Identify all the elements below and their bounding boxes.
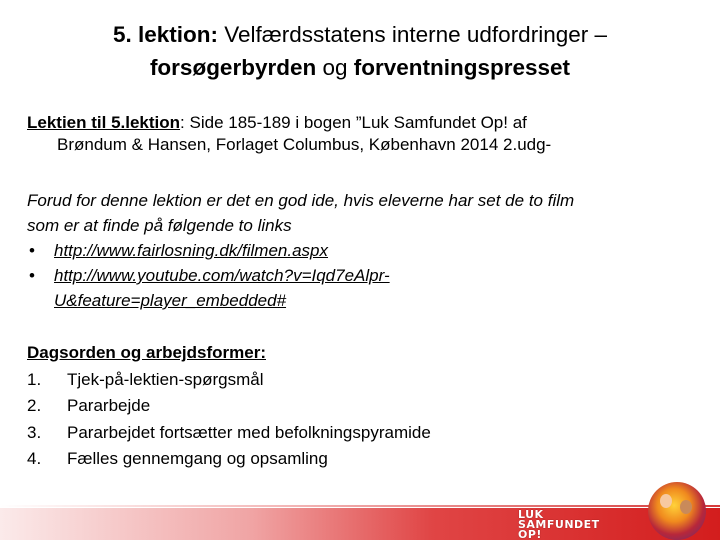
slide-title <box>30 18 690 84</box>
agenda-item <box>27 420 687 447</box>
homework-paragraph <box>27 112 687 156</box>
bullet-icon: • <box>29 266 35 285</box>
link-item-2 <box>27 263 687 313</box>
film-link-1[interactable]: http://www.fairlosning.dk/filmen.aspx <box>54 241 329 260</box>
logo-word-3: OP! <box>518 528 542 541</box>
agenda-item-text: Pararbejde <box>67 396 151 415</box>
bullet-icon: • <box>29 241 35 260</box>
agenda-item-number: 4. <box>27 449 42 468</box>
agenda-heading: Dagsorden og arbejdsformer: <box>27 343 266 362</box>
agenda-item-number: 1. <box>27 369 42 389</box>
film-link-2-line-1[interactable]: http://www.youtube.com/watch?v=Iqd7eAlpr- <box>54 266 390 285</box>
title-line-1 <box>30 18 690 51</box>
logo-face-icon <box>660 494 672 508</box>
book-logo <box>518 482 720 541</box>
agenda-item-text: Fælles gennemgang og opsamling <box>67 449 328 468</box>
agenda-item-number: 3. <box>27 422 42 442</box>
title-topic: Velfærdsstatens interne udfordringer – <box>218 22 607 47</box>
logo-wordmark <box>518 510 658 540</box>
homework-label: Lektien til 5.lektion <box>27 113 181 132</box>
logo-face-icon <box>680 500 692 514</box>
title-lesson-number: 5. lektion: <box>112 22 219 47</box>
intro-paragraph <box>27 188 687 313</box>
title-term-1: forsøgerbyrden <box>149 55 317 80</box>
logo-word-1: LUK <box>518 508 544 521</box>
logo-word-2: SAMFUNDET <box>518 518 600 531</box>
homework-text-1: : Side 185-189 i bogen ”Luk Samfundet Op! af <box>180 113 527 132</box>
title-term-2: forventningspresset <box>353 55 571 80</box>
agenda-item <box>27 446 687 473</box>
film-link-2-line-2[interactable]: U&feature=player_embedded# <box>54 291 287 310</box>
title-line-2 <box>30 51 690 84</box>
homework-line-2: Brøndum & Hansen, Forlaget Columbus, København 2014 2.udg- <box>57 135 552 154</box>
agenda-section <box>27 340 687 473</box>
agenda-item-text: Tjek-på-lektien-spørgsmål <box>67 369 264 389</box>
title-conjunction: og <box>316 55 354 80</box>
agenda-item <box>27 367 687 394</box>
homework-line-1 <box>27 112 687 134</box>
intro-line-2: som er at finde på følgende to links <box>27 216 292 235</box>
intro-line-1: Forud for denne lektion er det en god ide, hvis eleverne har set de to film <box>27 191 575 210</box>
agenda-item-text: Pararbejdet fortsætter med befolkningspyramide <box>67 422 431 442</box>
film-link-2[interactable] <box>54 266 390 310</box>
agenda-item-number: 2. <box>27 396 42 415</box>
agenda-item <box>27 393 687 420</box>
link-item-1 <box>27 238 687 263</box>
